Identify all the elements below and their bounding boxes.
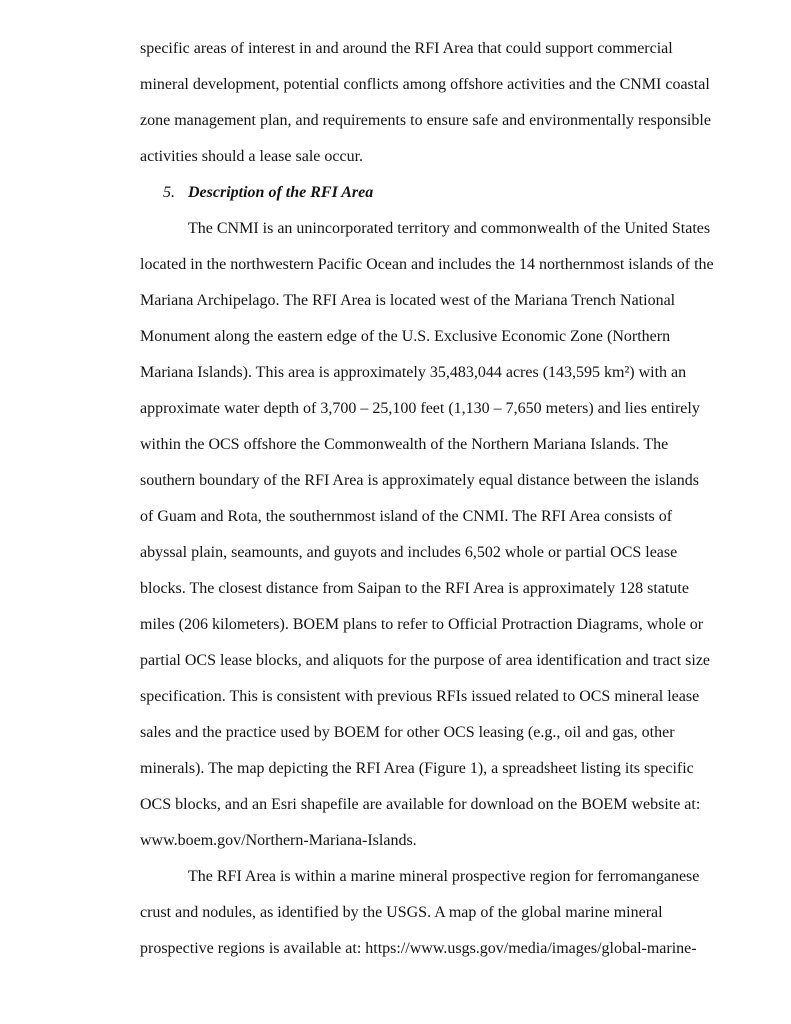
text-line: sales and the practice used by BOEM for other OCS leasing (e.g., oil and gas, other <box>140 724 675 741</box>
section-heading-number: 5. <box>163 184 175 201</box>
text-line: partial OCS lease blocks, and aliquots for the purpose of area identification and tract size <box>140 652 711 669</box>
text-line: located in the northwestern Pacific Ocean and includes the 14 northernmost islands of the <box>140 256 714 273</box>
text-line: activities should a lease sale occur. <box>140 148 364 165</box>
paragraph-intro <box>140 31 720 175</box>
text-line: Mariana Islands). This area is approximately 35,483,044 acres (143,595 km²) with an <box>140 364 687 381</box>
section-heading <box>140 175 720 211</box>
text-line: specification. This is consistent with previous RFIs issued related to OCS mineral lease <box>140 688 700 705</box>
text-line: southern boundary of the RFI Area is approximately equal distance between the islands <box>140 472 699 489</box>
text-line: OCS blocks, and an Esri shapefile are available for download on the BOEM website at: <box>140 796 701 813</box>
paragraph-usgs <box>140 859 720 967</box>
text-line: abyssal plain, seamounts, and guyots and includes 6,502 whole or partial OCS lease <box>140 544 678 561</box>
text-line: zone management plan, and requirements to ensure safe and environmentally responsible <box>140 112 711 129</box>
text-line: Monument along the eastern edge of the U.S. Exclusive Economic Zone (Northern <box>140 328 671 345</box>
text-line: specific areas of interest in and around the RFI Area that could support commercial <box>140 40 673 57</box>
text-line: approximate water depth of 3,700 – 25,100 feet (1,130 – 7,650 meters) and lies entirely <box>140 400 700 417</box>
text-line: miles (206 kilometers). BOEM plans to refer to Official Protraction Diagrams, whole or <box>140 616 704 633</box>
text-line: within the OCS offshore the Commonwealth of the Northern Mariana Islands. The <box>140 436 669 453</box>
page-content <box>140 31 720 967</box>
text-line: minerals). The map depicting the RFI Area (Figure 1), a spreadsheet listing its specific <box>140 760 694 777</box>
boem-url-text: www.boem.gov/Northern-Mariana-Islands. <box>140 832 417 849</box>
paragraph-description <box>140 211 720 859</box>
text-line: blocks. The closest distance from Saipan to the RFI Area is approximately 128 statute <box>140 580 689 597</box>
text-line: crust and nodules, as identified by the USGS. A map of the global marine mineral <box>140 904 663 921</box>
text-line: The RFI Area is within a marine mineral prospective region for ferromanganese <box>188 868 700 885</box>
text-line: mineral development, potential conflicts among offshore activities and the CNMI coastal <box>140 76 710 93</box>
text-line: of Guam and Rota, the southernmost island of the CNMI. The RFI Area consists of <box>140 508 673 525</box>
usgs-url-text: prospective regions is available at: https://www.usgs.gov/media/images/global-marine- <box>140 940 697 957</box>
text-line: Mariana Archipelago. The RFI Area is located west of the Mariana Trench National <box>140 292 676 309</box>
text-line: The CNMI is an unincorporated territory and commonwealth of the United States <box>188 220 711 237</box>
section-heading-title: Description of the RFI Area <box>188 184 374 201</box>
